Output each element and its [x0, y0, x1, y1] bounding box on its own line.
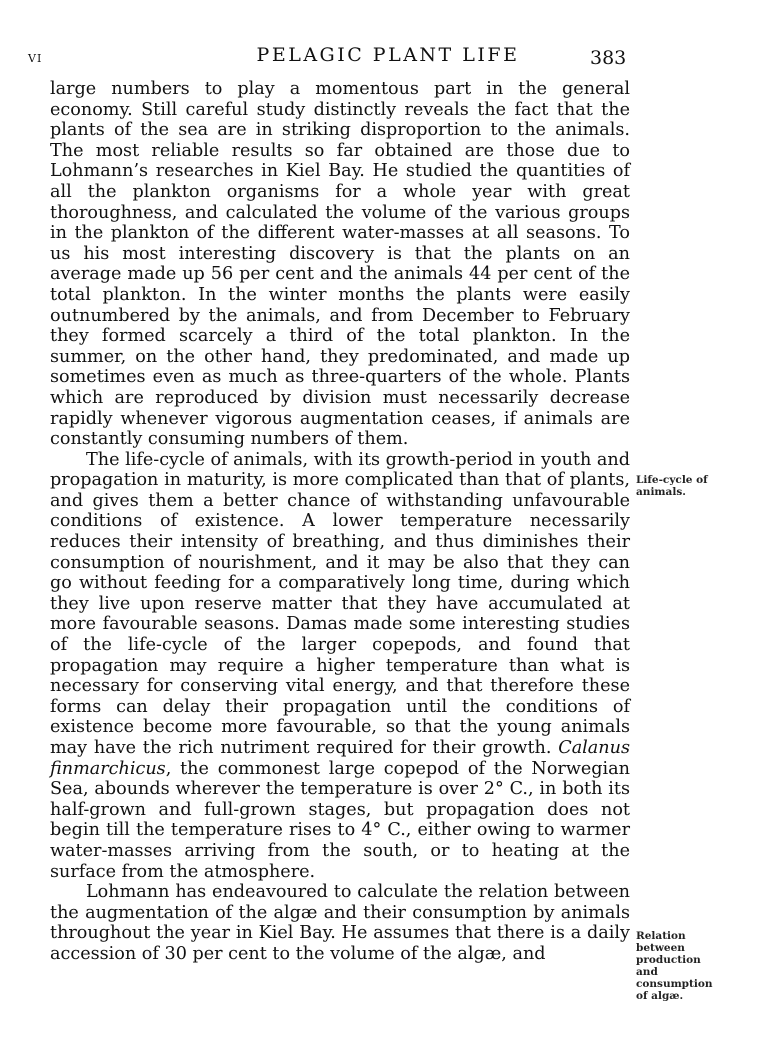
paragraph-relation: Lohmann has endeavoured to calculate the relation between the augmentation of the algæ and their consumption by animals throughout the year in Kiel Bay. He assumes that there is a daily accession of 30 per cent to the volume of the algæ, and: [50, 882, 630, 964]
running-title: PELAGIC PLANT LIFE: [256, 44, 520, 66]
paragraph-life-cycle: [50, 450, 630, 882]
page-number: 383: [590, 47, 627, 69]
section-number: VI: [28, 52, 43, 65]
margin-note-life-cycle: Life-cycle of animals.: [636, 474, 708, 498]
body-text: [50, 79, 630, 965]
paragraph-text: , the commonest large copepod of the Norwegian Sea, abounds wherever the temperature is over 2° C., in both its half-grown and full-grown stages, but propagation does not begin till the temperature rises to 4° C., either owing to warmer water-masses arriving from the south, or to heating at the surface from the atmosphere.: [50, 758, 630, 882]
paragraph-text: The life-cycle of animals, with its growth-period in youth and propagation in maturity, is more complicated than that of plants, and gives them a better chance of withstanding unfavourable conditions of existence. A lower temperature necessarily reduces their intensity of breathing, and thus diminishes their consumption of nourishment, and it may be also that they can go without feeding for a comparatively long time, during which they live upon reserve matter that they have accumulated at more favourable seasons. Damas made some interesting studies of the life-cycle of the larger copepods, and found that propagation may require a higher temperature than what is necessary for conserving vital energy, and that therefore these forms can delay their propagation until the conditions of existence become more favourable, so that the young animals may have the rich nutriment required for their growth.: [50, 449, 630, 758]
running-header: [0, 44, 776, 74]
paragraph-continued: large numbers to play a momentous part in the general economy. Still careful study distinctly reveals the fact that the plants of the sea are in striking disproportion to the animals. The most reliable results so far obtained are those due to Lohmann’s researches in Kiel Bay. He studied the quantities of all the plankton organisms for a whole year with great thoroughness, and calculated the volume of the various groups in the plankton of the different water-masses at all seasons. To us his most interesting discovery is that the plants on an average made up 56 per cent and the animals 44 per cent of the total plankton. In the winter months the plants were easily outnumbered by the animals, and from December to February they formed scarcely a third of the total plankton. In the summer, on the other hand, they predominated, and made up sometimes even as much as three-quarters of the whole. Plants which are reproduced by division must necessarily decrease rapidly whenever vigorous augmentation ceases, if animals are constantly consuming numbers of them.: [50, 79, 630, 450]
margin-note-relation: Relation between production and consumption of algæ.: [636, 930, 713, 1002]
species-name: Calanus finmarchicus: [50, 738, 630, 779]
